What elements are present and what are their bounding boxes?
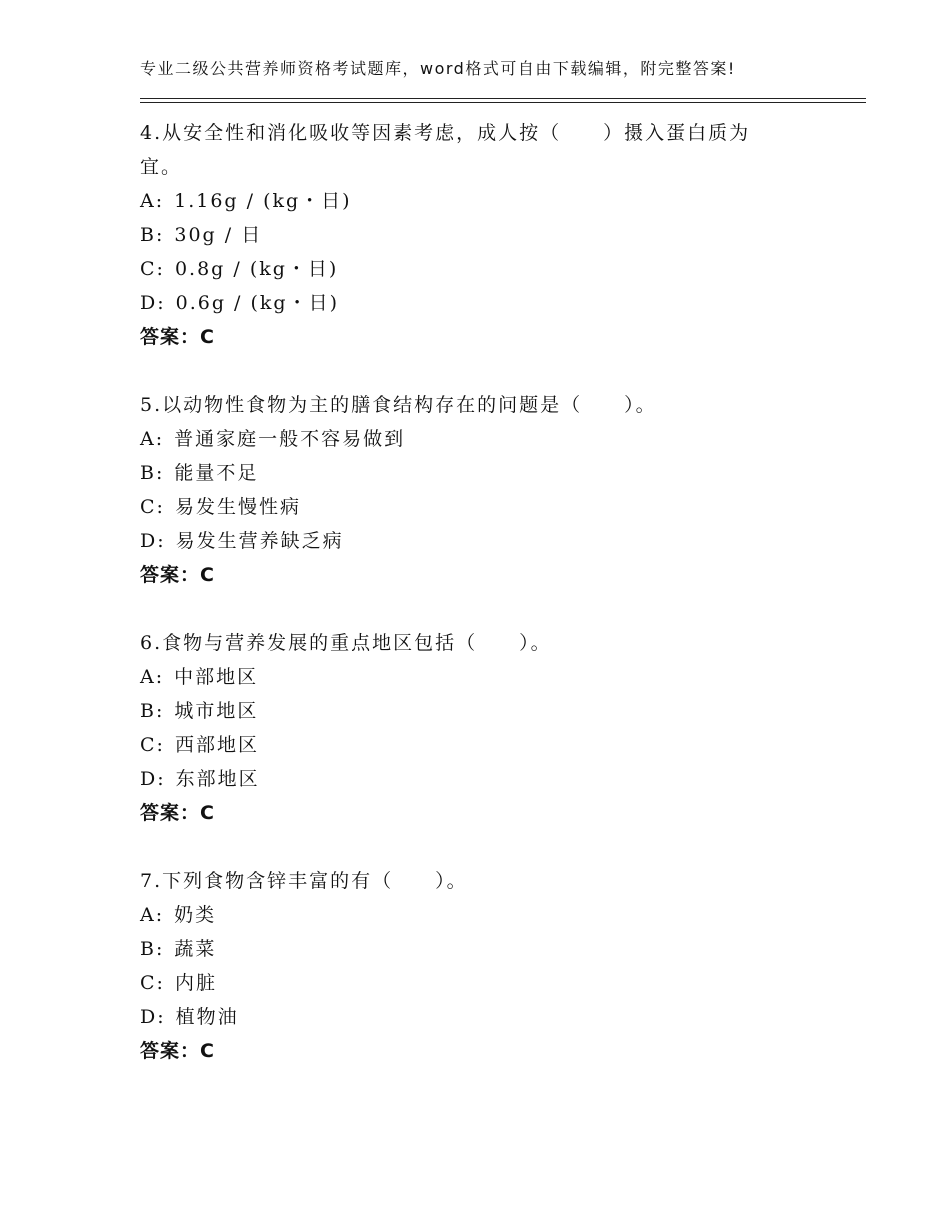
option-key: B: bbox=[140, 938, 165, 960]
option-key: D: bbox=[140, 1006, 166, 1028]
option-d bbox=[140, 1000, 820, 1034]
option-text: 城市地区 bbox=[174, 700, 259, 722]
answer-line: 答案：C bbox=[140, 1040, 215, 1062]
option-d bbox=[140, 762, 820, 796]
answer-line: 答案：C bbox=[140, 802, 215, 824]
option-key: A: bbox=[140, 904, 165, 926]
option-text: 普通家庭一般不容易做到 bbox=[174, 428, 406, 450]
option-key: B: bbox=[140, 700, 165, 722]
option-c bbox=[140, 966, 820, 1000]
question-5 bbox=[140, 388, 820, 592]
question-list bbox=[140, 116, 820, 1102]
option-key: A: bbox=[140, 428, 165, 450]
option-text: 中部地区 bbox=[174, 666, 259, 688]
option-text: 0.6g / (kg・日) bbox=[175, 292, 340, 314]
header-rule-top bbox=[140, 98, 866, 99]
answer-line: 答案：C bbox=[140, 564, 215, 586]
option-key: A: bbox=[140, 190, 165, 212]
option-b bbox=[140, 218, 820, 252]
option-text: 能量不足 bbox=[174, 462, 259, 484]
question-stem: 7.下列食物含锌丰富的有（ ）。 bbox=[140, 870, 468, 892]
question-6 bbox=[140, 626, 820, 830]
header-rule-bottom bbox=[140, 102, 866, 103]
option-key: C: bbox=[140, 258, 165, 280]
option-a bbox=[140, 898, 820, 932]
question-stem: 5.以动物性食物为主的膳食结构存在的问题是（ ）。 bbox=[140, 394, 657, 416]
option-text: 奶类 bbox=[174, 904, 217, 926]
option-text: 1.16g / (kg・日) bbox=[174, 190, 352, 212]
option-key: A: bbox=[140, 666, 165, 688]
option-text: 易发生慢性病 bbox=[174, 496, 301, 518]
option-key: C: bbox=[140, 972, 165, 994]
option-c bbox=[140, 728, 820, 762]
question-7 bbox=[140, 864, 820, 1068]
option-d bbox=[140, 286, 820, 320]
option-key: B: bbox=[140, 224, 165, 246]
option-text: 蔬菜 bbox=[174, 938, 217, 960]
answer-line: 答案：C bbox=[140, 326, 215, 348]
question-stem: 4.从安全性和消化吸收等因素考虑，成人按（ ）摄入蛋白质为宜。 bbox=[140, 122, 751, 178]
option-key: D: bbox=[140, 530, 166, 552]
option-text: 东部地区 bbox=[175, 768, 260, 790]
option-text: 西部地区 bbox=[174, 734, 259, 756]
question-4 bbox=[140, 116, 820, 354]
option-d bbox=[140, 524, 820, 558]
option-text: 植物油 bbox=[175, 1006, 239, 1028]
option-b bbox=[140, 456, 820, 490]
question-stem: 6.食物与营养发展的重点地区包括（ ）。 bbox=[140, 632, 552, 654]
option-a bbox=[140, 660, 820, 694]
option-key: C: bbox=[140, 734, 165, 756]
option-key: B: bbox=[140, 462, 165, 484]
option-c bbox=[140, 252, 820, 286]
option-key: D: bbox=[140, 768, 166, 790]
option-text: 易发生营养缺乏病 bbox=[175, 530, 344, 552]
option-key: D: bbox=[140, 292, 166, 314]
option-text: 内脏 bbox=[174, 972, 217, 994]
option-b bbox=[140, 694, 820, 728]
option-a bbox=[140, 184, 820, 218]
option-b bbox=[140, 932, 820, 966]
option-c bbox=[140, 490, 820, 524]
option-key: C: bbox=[140, 496, 165, 518]
option-text: 30g / 日 bbox=[174, 224, 263, 246]
option-text: 0.8g / (kg・日) bbox=[174, 258, 339, 280]
option-a bbox=[140, 422, 820, 456]
document-header: 专业二级公共营养师资格考试题库，word格式可自由下载编辑，附完整答案! bbox=[140, 59, 736, 78]
